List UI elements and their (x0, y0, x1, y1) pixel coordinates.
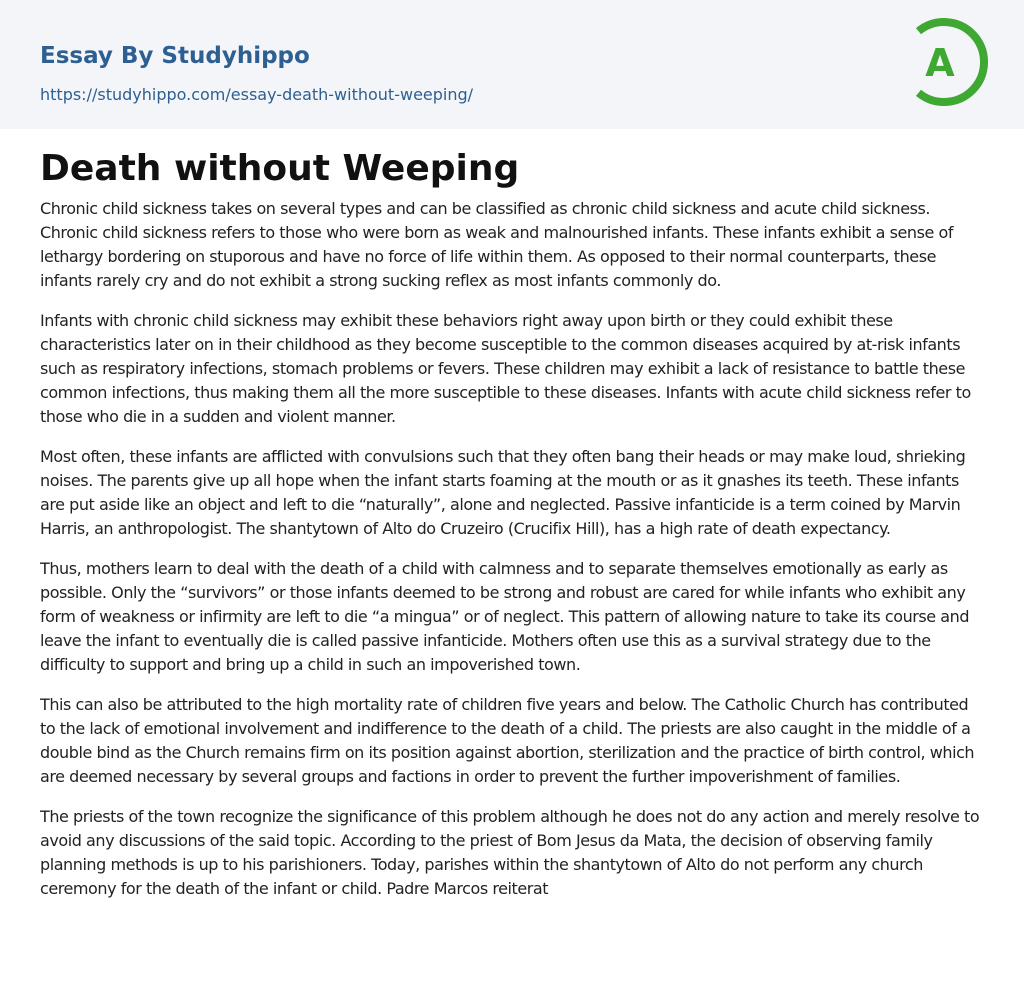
site-header (0, 0, 1024, 129)
page-title: Death without Weeping (40, 148, 520, 189)
paragraph: This can also be attributed to the high mortality rate of children five years and below. The Catholic Church has contributed to the lack of emotional involvement and indifference to the death of a child. The priests are also caught in the middle of a double bind as the Church remains firm on its position against abortion, sterilization and the practice of birth control, which are deemed necessary by several groups and factions in order to prevent the further impoverishment of families. (40, 695, 975, 786)
article-body (0, 129, 1024, 901)
site-title[interactable]: Essay By Studyhippo (40, 43, 310, 69)
paragraph: The priests of the town recognize the significance of this problem although he does not do any action and merely resolve to avoid any discussions of the said topic. According to the priest of Bom Jesus da Mata, the decision of observing family planning methods is up to his parishioners. Today, parishes within the shantytown of Alto do not perform any church ceremony for the death of the infant or child. Padre Marcos reiterat (40, 807, 980, 898)
paragraph: Most often, these infants are afflicted with convulsions such that they often bang their heads or may make loud, shrieking noises. The parents give up all hope when the infant starts foaming at the mouth or as it gnashes its teeth. These infants are put aside like an object and left to die “naturally”, alone and neglected. Passive infanticide is a term coined by Marvin Harris, an anthropologist. The shantytown of Alto do Cruzeiro (Crucifix Hill), has a high rate of death expectancy. (40, 447, 966, 538)
paragraph: Chronic child sickness takes on several types and can be classified as chronic child sickness and acute child sickness. Chronic child sickness refers to those who were born as weak and malnourished infants. These infants exhibit a sense of lethargy bordering on stuporous and have no force of life within them. As opposed to their normal counterparts, these infants rarely cry and do not exhibit a strong sucking reflex as most infants commonly do. (40, 199, 954, 290)
essay-url-link[interactable]: https://studyhippo.com/essay-death-without-weeping/ (40, 85, 474, 104)
logo-letter: A (925, 41, 955, 85)
studyhippo-logo-icon[interactable] (908, 18, 988, 106)
paragraph: Infants with chronic child sickness may exhibit these behaviors right away upon birth or they could exhibit these characteristics later on in their childhood as they become susceptible to the common diseases acquired by at-risk infants such as respiratory infections, stomach problems or fevers. These children may exhibit a lack of resistance to battle these common infections, thus making them all the more susceptible to these diseases. Infants with acute child sickness refer to those who die in a sudden and violent manner. (40, 311, 971, 426)
paragraph: Thus, mothers learn to deal with the death of a child with calmness and to separate themselves emotionally as early as possible. Only the “survivors” or those infants deemed to be strong and robust are cared for while infants who exhibit any form of weakness or infirmity are left to die “a mingua” or of neglect. This pattern of allowing nature to take its course and leave the infant to eventually die is called passive infanticide. Mothers often use this as a survival strategy due to the difficulty to support and bring up a child in such an impoverished town. (40, 559, 970, 674)
